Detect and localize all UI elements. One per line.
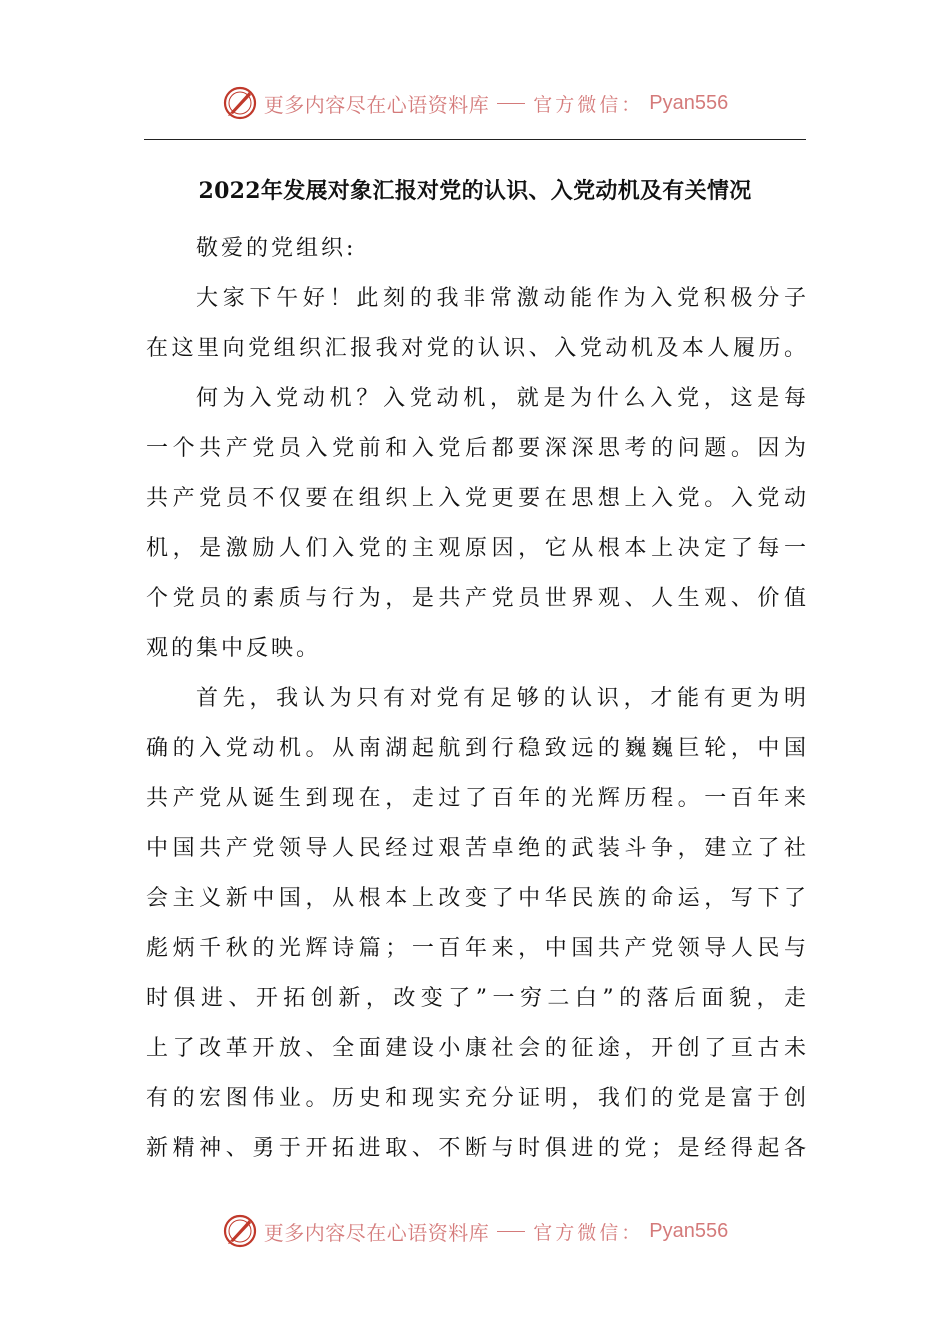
- wechat-id: Pyan556: [649, 91, 729, 114]
- text-line: 彪炳千秋的光辉诗篇；一百年来，中国共产党领导人民与: [146, 936, 806, 961]
- text-line: 确的入党动机。从南湖起航到行稳致远的巍巍巨轮，中国: [146, 736, 806, 761]
- text-line: 一个共产党员入党前和入党后都要深深思考的问题。因为: [146, 436, 806, 461]
- salutation-line: 敬爱的党组织:: [196, 236, 357, 261]
- text-line: 会主义新中国，从根本上改变了中华民族的命运，写下了: [146, 886, 806, 911]
- brand-separator: [497, 1231, 525, 1232]
- text-line: 大家下午好！此刻的我非常激动能作为入党积极分子: [196, 286, 806, 311]
- document-body: [146, 224, 806, 1174]
- text-line: 机，是激励人们入党的主观原因，它从根本上决定了每一: [146, 536, 806, 561]
- wechat-label: 官方微信：: [533, 93, 644, 116]
- footer-brand-bar: [0, 1208, 950, 1254]
- header-rule: [144, 139, 806, 140]
- text-line: 观的集中反映。: [146, 636, 322, 661]
- text-line: 上了改革开放、全面建设小康社会的征途，开创了亘古未: [146, 1036, 806, 1061]
- text-line: 个党员的素质与行为，是共产党员世界观、人生观、价值: [146, 586, 806, 611]
- text-line: 共产党从诞生到现在，走过了百年的光辉历程。一百年来: [146, 786, 806, 811]
- brand-separator: [497, 103, 525, 104]
- text-line: 中国共产党领导人民经过艰苦卓绝的武装斗争，建立了社: [146, 836, 806, 861]
- text-line: 何为入党动机？入党动机，就是为什么入党，这是每: [196, 386, 806, 411]
- text-line: 有的宏图伟业。历史和现实充分证明，我们的党是富于创: [146, 1086, 806, 1111]
- text-line: 首先，我认为只有对党有足够的认识，才能有更为明: [196, 686, 806, 711]
- text-line: 时俱进、开拓创新，改变了”一穷二白”的落后面貌，走: [146, 986, 806, 1011]
- quill-pen-logo-icon: [222, 1213, 258, 1249]
- brand-text: 更多内容尽在心语资料库: [263, 92, 490, 117]
- header-brand-bar: [0, 80, 950, 126]
- brand-text: 更多内容尽在心语资料库: [263, 1220, 490, 1245]
- text-line: 新精神、勇于开拓进取、不断与时俱进的党；是经得起各: [146, 1136, 806, 1161]
- document-title: 2022年发展对象汇报对党的认识、入党动机及有关情况: [198, 178, 752, 204]
- wechat-label: 官方微信：: [533, 1221, 644, 1244]
- quill-pen-logo-icon: [222, 85, 258, 121]
- text-line: 共产党员不仅要在组织上入党更要在思想上入党。入党动: [146, 486, 806, 511]
- text-line: 在这里向党组织汇报我对党的认识、入党动机及本人履历。: [146, 336, 806, 361]
- wechat-id: Pyan556: [649, 1219, 729, 1242]
